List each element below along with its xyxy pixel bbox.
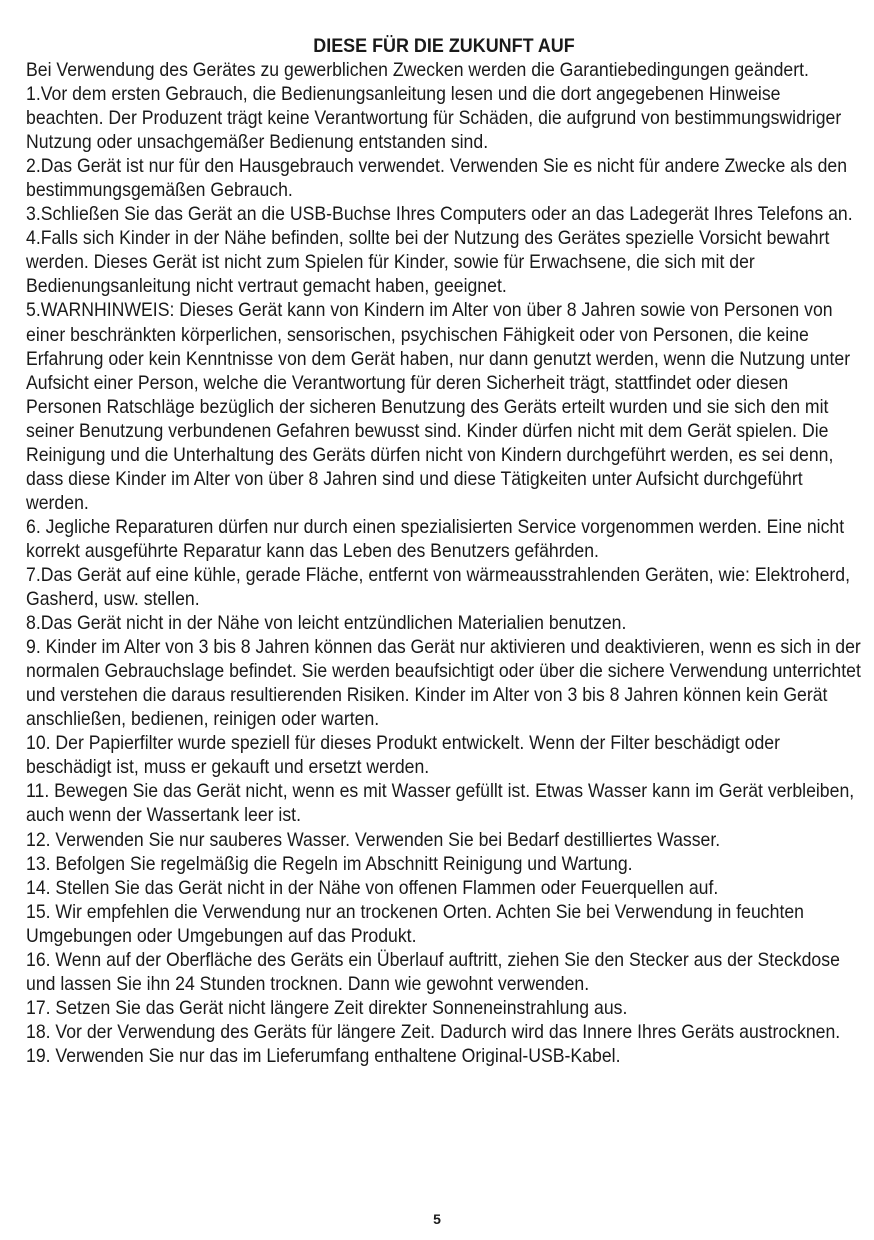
safety-item-18: 18. Vor der Verwendung des Geräts für längere Zeit. Dadurch wird das Innere Ihres Geräts austrocknen.: [26, 1020, 841, 1043]
safety-item-2: 2.Das Gerät ist nur für den Hausgebrauch verwendet. Verwenden Sie es nicht für andere Zwecke als den bestimmungsgemäßen Gebrauch.: [26, 155, 848, 202]
safety-item-16: 16. Wenn auf der Oberfläche des Geräts ein Überlauf auftritt, ziehen Sie den Stecker aus der Steckdose und lassen Sie ihn 24 Stunden trocknen. Dann wie gewohnt verwenden.: [26, 948, 840, 995]
safety-item-5: 5.WARNHINWEIS: Dieses Gerät kann von Kindern im Alter von über 8 Jahren sowie von Personen von einer beschränkten körperlichen, sensorischen, psychischen Fähigkeit oder von Personen, die keine Erfahrung oder kein Kenntnisse von dem Gerät haben, nur dann genutzt werden, wenn die Nutzung unter Aufsicht einer Person, welche die Verantwortung für deren Sicherheit trägt, stattfindet oder diesen Personen Ratschläge bezüglich der sicheren Benutzung des Geräts erteilt wurden und sie sich den mit seiner Benutzung verbundenen Gefahren bewusst sind. Kinder dürfen nicht mit dem Gerät spielen. Die Reinigung und die Unterhaltung des Geräts dürfen nicht von Kindern durchgeführt werden, es sei denn, dass diese Kinder im Alter von über 8 Jahren sind und diese Tätigkeiten unter Aufsicht durchgeführt werden.: [26, 299, 851, 514]
page-number: 5: [433, 1211, 441, 1227]
safety-item-11: 11. Bewegen Sie das Gerät nicht, wenn es mit Wasser gefüllt ist. Etwas Wasser kann im Gerät verbleiben, auch wenn der Wassertank leer ist.: [26, 780, 855, 827]
safety-item-17: 17. Setzen Sie das Gerät nicht längere Zeit direkter Sonneneinstrahlung aus.: [26, 996, 628, 1019]
safety-item-10: 10. Der Papierfilter wurde speziell für dieses Produkt entwickelt. Wenn der Filter beschädigt oder beschädigt ist, muss er gekauft und ersetzt werden.: [26, 732, 780, 779]
safety-item-12: 12. Verwenden Sie nur sauberes Wasser. Verwenden Sie bei Bedarf destilliertes Wasser.: [26, 828, 721, 851]
safety-item-13: 13. Befolgen Sie regelmäßig die Regeln im Abschnitt Reinigung und Wartung.: [26, 852, 633, 875]
safety-item-4: 4.Falls sich Kinder in der Nähe befinden, sollte bei der Nutzung des Gerätes spezielle Vorsicht bewahrt werden. Dieses Gerät ist nicht zum Spielen für Kinder, sowie für Erwachsene, die sich mit der Bedienungsanleitung nicht vertraut gemacht haben, geeignet.: [26, 227, 830, 298]
safety-item-1: 1.Vor dem ersten Gebrauch, die Bedienungsanleitung lesen und die dort angegebenen Hinweise beachten. Der Produzent trägt keine Verantwortung für Schäden, die aufgrund von bestimmungswidriger Nutzung oder unsachgemäßer Bedienung entstanden sind.: [26, 83, 842, 154]
intro-paragraph: Bei Verwendung des Gerätes zu gewerblichen Zwecken werden die Garantiebedingungen geändert.: [26, 59, 809, 81]
document-page: [26, 34, 862, 1068]
safety-item-8: 8.Das Gerät nicht in der Nähe von leicht entzündlichen Materialien benutzen.: [26, 612, 627, 635]
document-body: [26, 58, 862, 1068]
safety-item-9: 9. Kinder im Alter von 3 bis 8 Jahren können das Gerät nur aktivieren und deaktivieren, wenn es sich in der normalen Gebrauchslage befindet. Sie werden beaufsichtigt oder über die sichere Verwendung unterrichtet und verstehen die daraus resultierenden Risiken. Kinder im Alter von 3 bis 8 Jahren können kein Gerät anschließen, bedienen, reinigen oder warten.: [26, 636, 861, 731]
safety-item-3: 3.Schließen Sie das Gerät an die USB-Buchse Ihres Computers oder an das Ladegerät Ihres Telefons an.: [26, 203, 853, 226]
safety-item-15: 15. Wir empfehlen die Verwendung nur an trockenen Orten. Achten Sie bei Verwendung in feuchten Umgebungen oder Umgebungen auf das Produkt.: [26, 900, 804, 947]
safety-item-14: 14. Stellen Sie das Gerät nicht in der Nähe von offenen Flammen oder Feuerquellen auf.: [26, 876, 719, 899]
page-title: DIESE FÜR DIE ZUKUNFT AUF: [313, 35, 575, 57]
safety-item-7: 7.Das Gerät auf eine kühle, gerade Fläche, entfernt von wärmeausstrahlenden Geräten, wie: Elektroherd, Gasherd, usw. stellen.: [26, 563, 851, 611]
safety-item-6: 6. Jegliche Reparaturen dürfen nur durch einen spezialisierten Service vorgenommen werden. Eine nicht korrekt ausgeführte Reparatur kann das Leben des Benutzers gefährden.: [26, 515, 845, 562]
safety-item-19: 19. Verwenden Sie nur das im Lieferumfang enthaltene Original-USB-Kabel.: [26, 1044, 621, 1067]
